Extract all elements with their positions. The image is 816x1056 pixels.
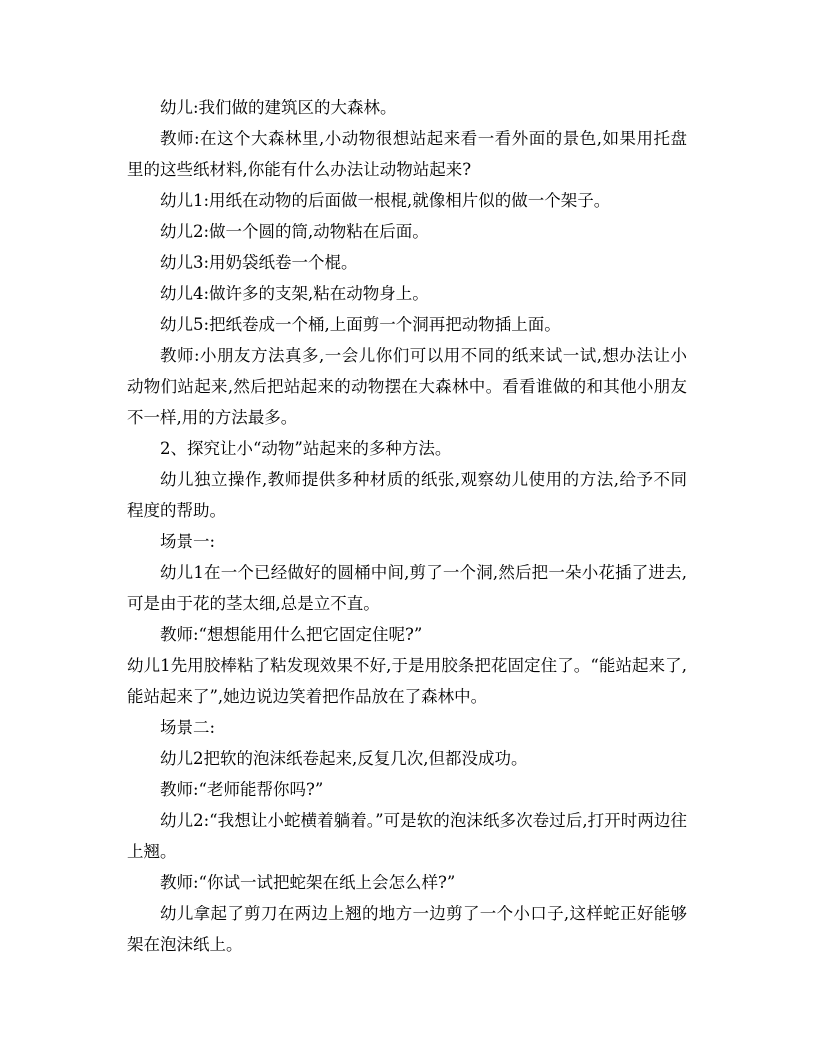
paragraph: 幼儿3:用奶袋纸卷一个棍。: [160, 253, 358, 272]
paragraph: 幼儿1:用纸在动物的后面做一根棍,就像相片似的做一个架子。: [160, 191, 611, 210]
paragraph: 幼儿1在一个已经做好的圆桶中间,剪了一个洞,然后把一朵小花插了进去,可是由于花的茎太细,总是立不直。: [127, 563, 687, 613]
paragraph: 幼儿2把软的泡沫纸卷起来,反复几次,但都没成功。: [160, 749, 528, 768]
paragraph: 幼儿独立操作,教师提供多种材质的纸张,观察幼儿使用的方法,给予不同程度的帮助。: [127, 470, 687, 520]
paragraph: 幼儿2:做一个圆的筒,动物粘在后面。: [160, 222, 429, 241]
paragraph: 幼儿5:把纸卷成一个桶,上面剪一个洞再把动物插上面。: [160, 315, 561, 334]
paragraph: 幼儿:我们做的建筑区的大森林。: [160, 98, 397, 117]
document-body: [127, 92, 687, 960]
paragraph: 幼儿2:“我想让小蛇横着躺着。”可是软的泡沫纸多次卷过后,打开时两边往上翘。: [127, 811, 687, 861]
paragraph: 教师:小朋友方法真多,一会儿你们可以用不同的纸来试一试,想办法让小动物们站起来,然后把站起来的动物摆在大森林中。看看谁做的和其他小朋友不一样,用的方法最多。: [127, 346, 687, 427]
section-heading: 2、探究让小“动物”站起来的多种方法。: [160, 439, 452, 458]
scene-heading: 场景一:: [160, 532, 216, 551]
paragraph: 教师:在这个大森林里,小动物很想站起来看一看外面的景色,如果用托盘里的这些纸材料,你能有什么办法让动物站起来?: [127, 129, 687, 179]
paragraph: 幼儿4:做许多的支架,粘在动物身上。: [160, 284, 429, 303]
paragraph: 教师:“老师能帮你吗?”: [160, 780, 324, 799]
scene-heading: 场景二:: [160, 718, 216, 737]
paragraph: 幼儿拿起了剪刀在两边上翘的地方一边剪了一个小口子,这样蛇正好能够架在泡沫纸上。: [127, 904, 687, 954]
paragraph: 教师:“想想能用什么把它固定住呢?”: [160, 625, 423, 644]
paragraph: 教师:“你试一试把蛇架在纸上会怎么样?”: [160, 873, 456, 892]
paragraph: 幼儿1先用胶棒粘了粘发现效果不好,于是用胶条把花固定住了。“能站起来了,能站起来了”,她边说边笑着把作品放在了森林中。: [127, 656, 687, 706]
